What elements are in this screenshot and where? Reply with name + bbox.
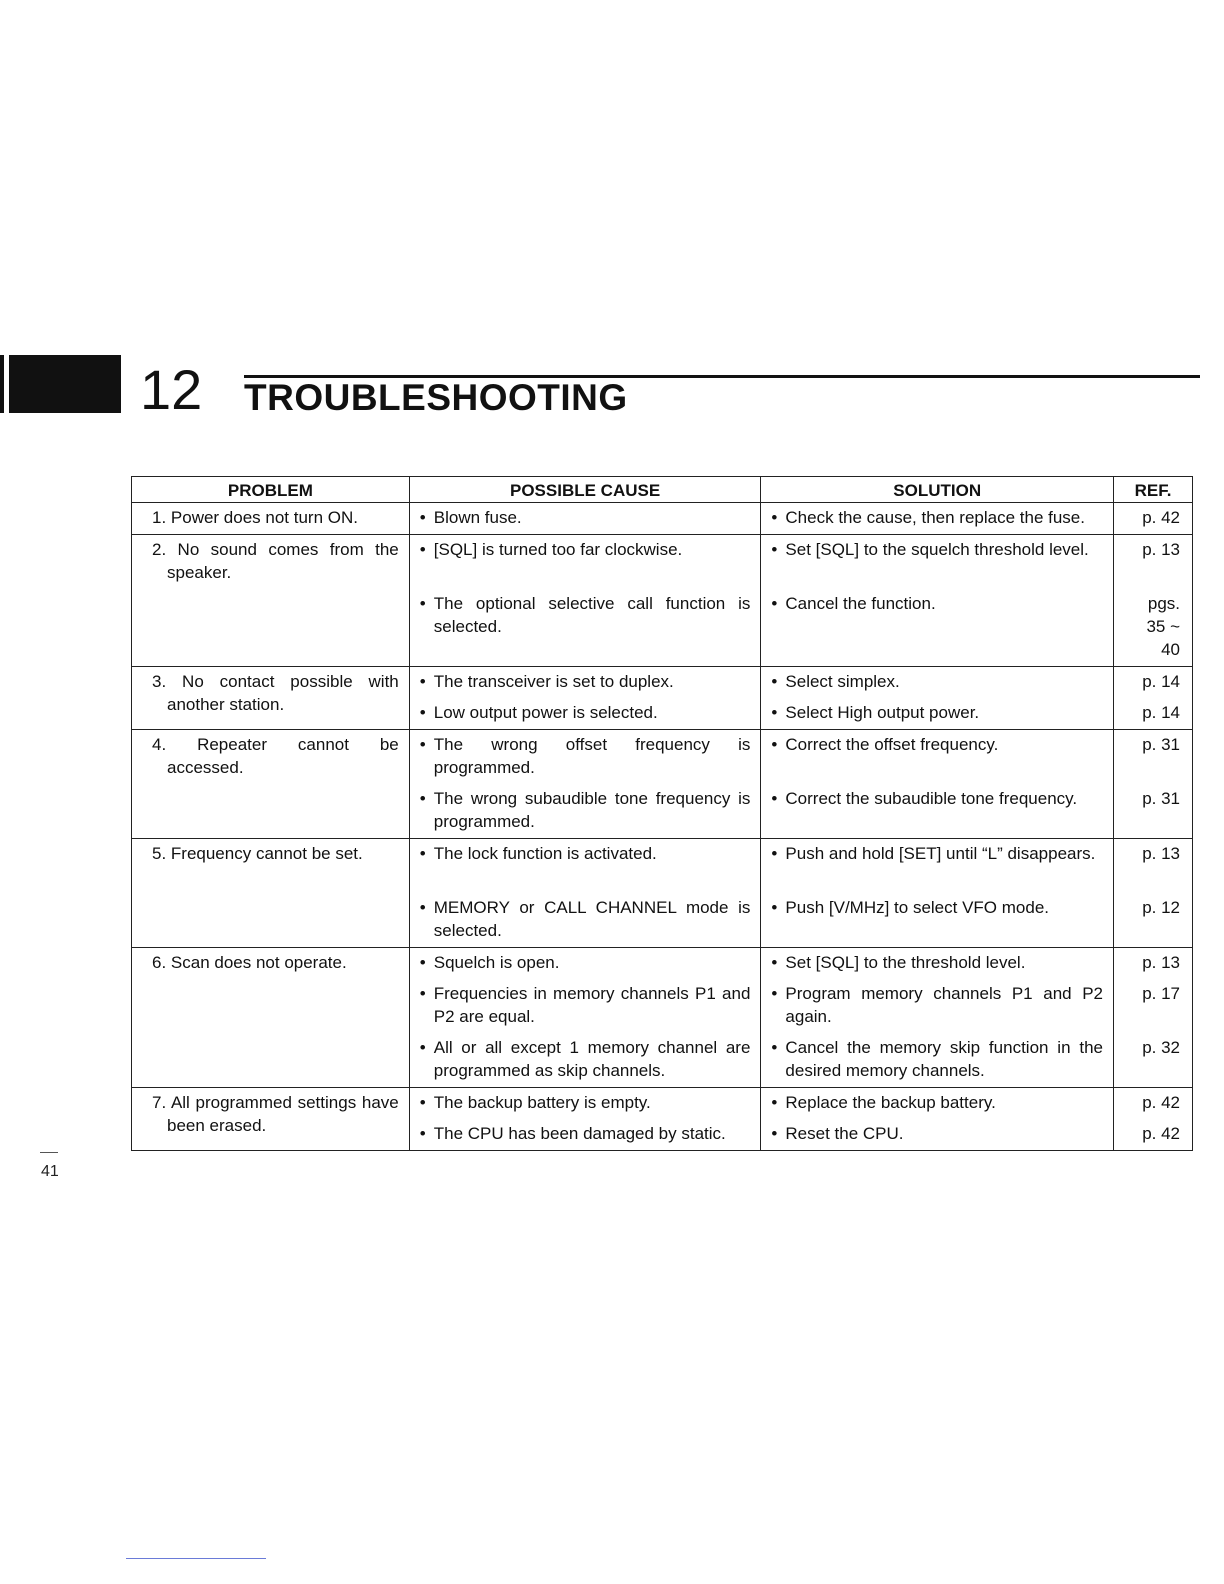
table-row [132,667,1193,730]
header-cause: POSSIBLE CAUSE [409,477,761,503]
solution-item: • Cancel the function. [771,592,1103,615]
table-row [132,948,1193,1088]
problem-text: 2. No sound comes from the speaker. [152,540,399,582]
table-row [132,535,1193,667]
ref-text: p. 31 [1142,789,1180,808]
cause-item: • All or all except 1 memory channel are programmed as skip channels. [420,1036,751,1082]
problem-text: 6. Scan does not operate. [152,953,347,972]
ref-text: p. 13 [1142,953,1180,972]
chapter-number: 12 [140,358,203,421]
ref-text: p. 42 [1142,1093,1180,1112]
header-solution: SOLUTION [761,477,1114,503]
header-problem: PROBLEM [132,477,410,503]
cause-item: • The lock function is activated. [420,842,751,888]
solution-item: • Select High output power. [771,701,1103,724]
table-row [132,730,1193,839]
problem-text: 5. Frequency cannot be set. [152,844,363,863]
solution-item: • Select simplex. [771,670,1103,693]
ref-text: p. 14 [1142,672,1180,691]
cause-item: • The backup battery is empty. [420,1091,751,1114]
problem-text: 4. Repeater cannot be accessed. [152,735,399,777]
cause-item: • The CPU has been damaged by static. [420,1122,751,1145]
problem-text: 3. No contact possible with another station. [152,672,399,714]
cause-item: • The transceiver is set to duplex. [420,670,751,693]
solution-item: • Check the cause, then replace the fuse. [771,506,1103,529]
ref-text: p. 14 [1142,703,1180,722]
solution-item: • Push [V/MHz] to select VFO mode. [771,896,1103,919]
ref-text: p. 17 [1142,984,1180,1003]
cause-item: • Blown fuse. [420,506,751,529]
cause-item: • The optional selective call function is selected. [420,592,751,638]
ref-text: p. 31 [1142,735,1180,754]
solution-item: • Reset the CPU. [771,1122,1103,1145]
table-header-row [132,477,1193,503]
solution-item: • Push and hold [SET] until “L” disappears. [771,842,1103,888]
ref-text: p. 42 [1142,1124,1180,1143]
cause-item: • Low output power is selected. [420,701,751,724]
ref-text: p. 13 [1142,540,1180,559]
problem-text: 7. All programmed settings have been erased. [152,1093,399,1135]
page-number: 41 [41,1163,59,1180]
ref-text: p. 42 [1142,508,1180,527]
cause-item: • The wrong subaudible tone frequency is programmed. [420,787,751,833]
cause-item: • Frequencies in memory channels P1 and P2 are equal. [420,982,751,1028]
solution-item: • Cancel the memory skip function in the desired memory channels. [771,1036,1103,1082]
ref-text: p. 13 [1142,844,1180,863]
chapter-tab-mark [0,355,4,413]
troubleshooting-table [131,476,1193,1151]
header-ref: REF. [1114,477,1193,503]
solution-item: • Set [SQL] to the threshold level. [771,951,1103,974]
table-row [132,1088,1193,1151]
table-row [132,839,1193,948]
cause-item: • MEMORY or CALL CHANNEL mode is selected. [420,896,751,942]
bottom-underline [126,1558,266,1559]
ref-text: p. 32 [1142,1038,1180,1057]
cause-item: • Squelch is open. [420,951,751,974]
ref-text: pgs. 35 ~ 40 [1146,594,1180,659]
problem-text: 1. Power does not turn ON. [152,508,358,527]
solution-item: • Correct the subaudible tone frequency. [771,787,1103,810]
page-number-dash [40,1152,58,1153]
cause-item: • The wrong offset frequency is programmed. [420,733,751,779]
chapter-title: TROUBLESHOOTING [244,377,628,418]
solution-item: • Correct the offset frequency. [771,733,1103,779]
solution-item: • Set [SQL] to the squelch threshold level. [771,538,1103,584]
chapter-tab-mark [9,355,121,413]
solution-item: • Replace the backup battery. [771,1091,1103,1114]
ref-text: p. 12 [1142,898,1180,917]
solution-item: • Program memory channels P1 and P2 again. [771,982,1103,1028]
cause-item: • [SQL] is turned too far clockwise. [420,538,751,584]
table-row [132,503,1193,535]
